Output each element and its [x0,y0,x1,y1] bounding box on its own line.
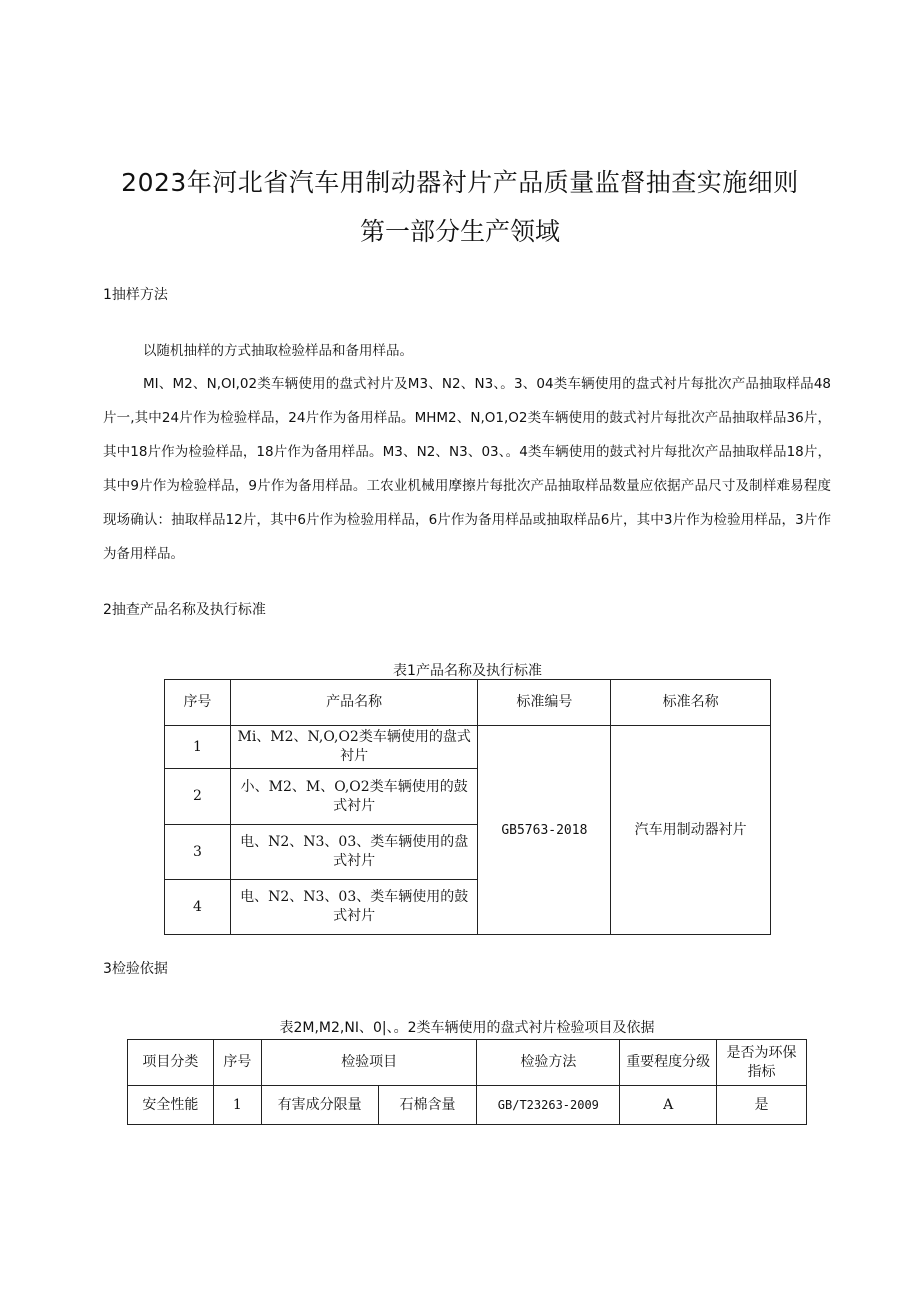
section-heading-inspection-basis: 3检验依据 [103,961,168,977]
document-subtitle: 第一部分生产领域 [359,217,560,246]
row-env: 是 [717,1086,807,1125]
inspection-items-table [127,1039,807,1125]
row-product-name: 电、N2、N3、03、类车辆使用的鼓式衬片 [230,880,478,935]
row-level: A [620,1086,717,1125]
table2-caption: 表2M,M2,NI、0|、。2类车辆使用的盘式衬片检验项目及依据 [279,1020,655,1036]
row-product-name: Mi、M2、N,O,O2类车辆使用的盘式衬片 [230,726,478,769]
row-product-name: 小、M2、M、O,O2类车辆使用的鼓式衬片 [230,769,478,825]
section-heading-products: 2抽查产品名称及执行标准 [103,602,266,618]
table1-caption: 表1产品名称及执行标准 [393,663,542,679]
row-no: 4 [165,880,231,935]
table2-header-method: 检验方法 [477,1040,620,1086]
table1-header-std-name: 标准名称 [611,680,771,726]
row-no: 1 [165,726,231,769]
table2-header-no: 序号 [213,1040,261,1086]
table1-header-name: 产品名称 [230,680,478,726]
paragraph-sampling-detail: MI、M2、N,OI,02类车辆使用的盘式衬片及M3、N2、N3、。3、04类车辆使用的盘式衬片每批次产品抽取样品48片一,其中24片作为检验样品，24片作为备用样品。MHM2、N,O1,O2类车辆使用的鼓式衬片每批次产品抽取样品36片，其中18片作为检验样品，18片作为备用样品。M3、N2、N3、03、。4类车辆使用的鼓式衬片每批次产品抽取样品18片，其中9片作为检验样品，9片作为备用样品。工农业机械用摩擦片每批次产品抽取样品数量应依据产品尺寸及制样难易程度现场确认：抽取样品12片，其中6片作为检验用样品，6片作为备用样品或抽取样品6片，其中3片作为检验用样品，3片作为备用样品。 [103,376,831,562]
table-row [128,1086,807,1125]
table2-header-env: 是否为环保指标 [717,1040,807,1086]
standard-name: 汽车用制动器衬片 [611,726,771,935]
row-item: 有害成分限量 [261,1086,378,1125]
section-heading-sampling: 1抽样方法 [103,287,168,303]
table1-header-no: 序号 [165,680,231,726]
document-title: 2023年河北省汽车用制动器衬片产品质量监督抽查实施细则 [121,168,799,197]
table1-header-std-no: 标准编号 [478,680,611,726]
table1-header-row [165,680,771,726]
row-category: 安全性能 [128,1086,214,1125]
row-method: GB/T23263-2009 [477,1086,620,1125]
table2-header-row [128,1040,807,1086]
row-no: 3 [165,825,231,880]
row-no: 1 [213,1086,261,1125]
table-row [165,726,771,769]
table2-header-category: 项目分类 [128,1040,214,1086]
paragraph-sampling-intro: 以随机抽样的方式抽取检验样品和备用样品。 [143,343,413,359]
row-sub-item: 石棉含量 [378,1086,477,1125]
table2-header-level: 重要程度分级 [620,1040,717,1086]
row-product-name: 电、N2、N3、03、类车辆使用的盘式衬片 [230,825,478,880]
table2-header-item: 检验项目 [261,1040,477,1086]
row-no: 2 [165,769,231,825]
product-standard-table [164,679,771,935]
standard-number: GB5763-2018 [478,726,611,935]
